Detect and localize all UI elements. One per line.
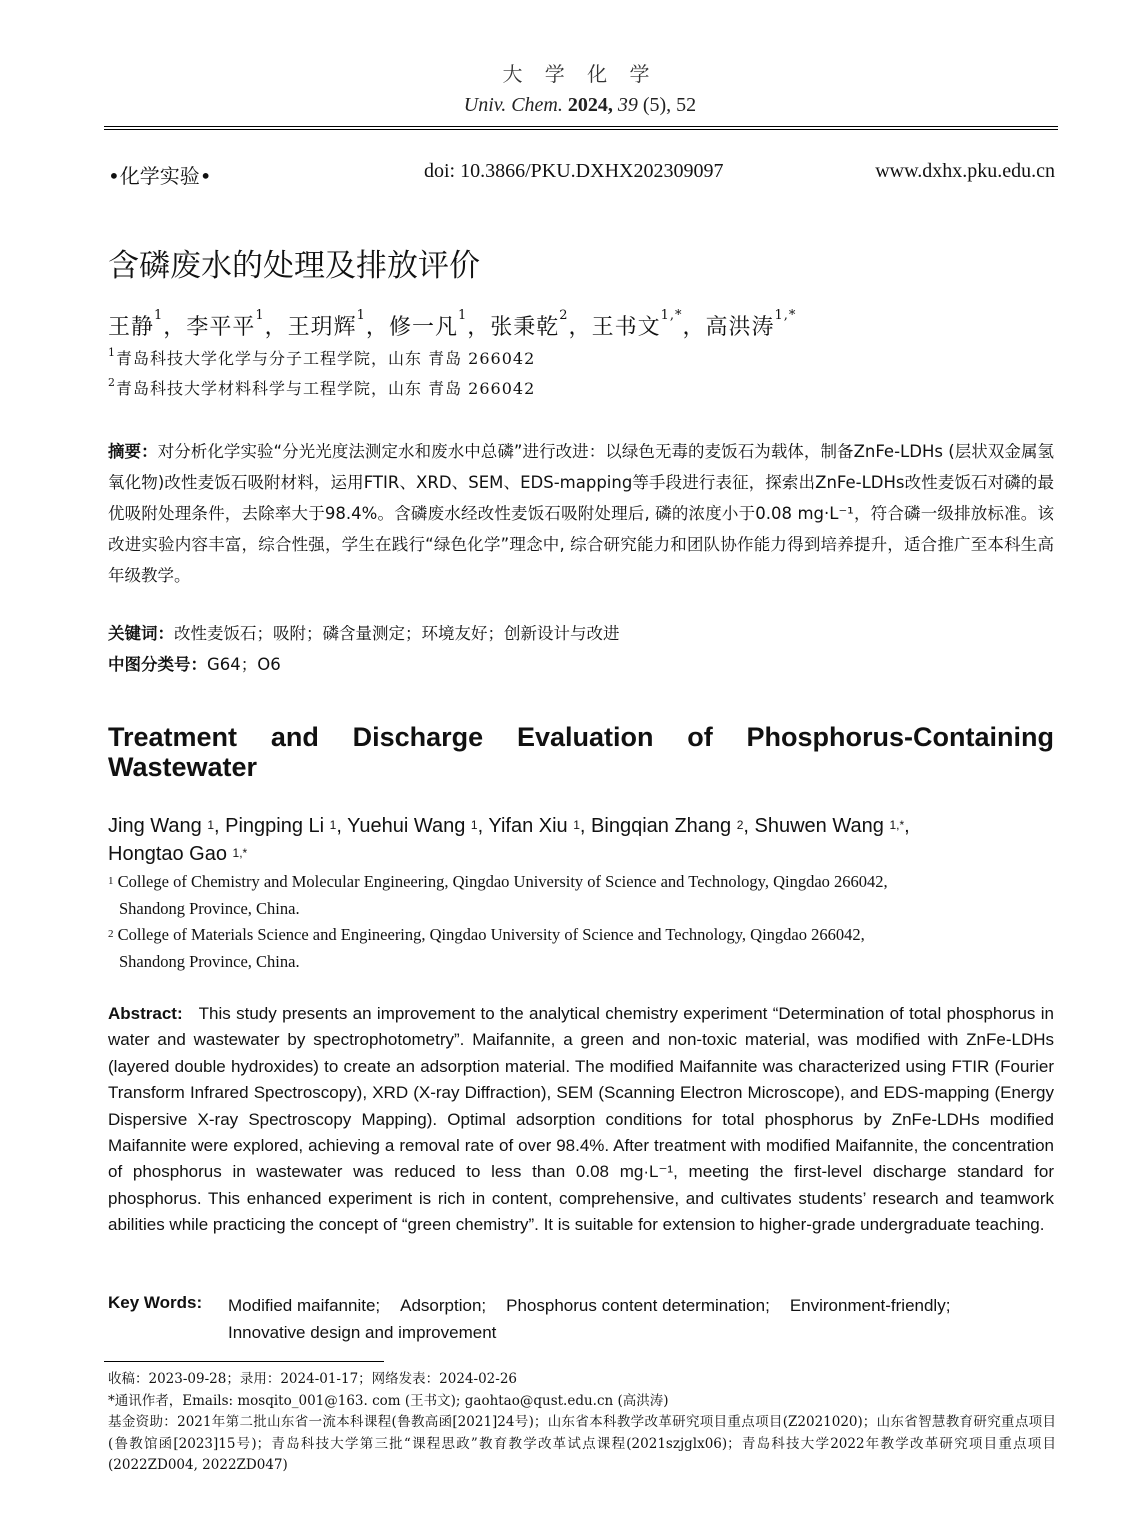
- author-affiliation-marker: 1: [470, 818, 478, 832]
- footnote-funding: 基金资助：2021年第二批山东省一流本科课程(鲁教高函[2021]24号)；山东省本科教学改革研究项目重点项目(Z2021020)；山东省智慧教育研究重点项目(鲁教馆函[2023]15号)；青岛科技大学第三批“课程思政”教育教学改革试点课程(2021szjglx06)；青岛科技大学2022年教学改革研究项目重点项目(2022ZD004, 2022ZD047): [108, 1414, 1056, 1473]
- author-affiliation-marker: 1,*: [889, 818, 905, 832]
- author-affiliation-marker: 2: [559, 308, 569, 323]
- author-name: 张秉乾: [490, 315, 560, 340]
- author-separator: ,: [904, 815, 910, 837]
- classification-cn: [108, 651, 281, 675]
- author-separator: ,: [214, 815, 226, 837]
- classification-cn-label: 中图分类号：: [108, 655, 207, 674]
- journal-website[interactable]: www.dxhx.pku.edu.cn: [875, 160, 1055, 182]
- title-cn: 含磷废水的处理及排放评价: [108, 248, 480, 284]
- journal-abbrev: Univ. Chem.: [463, 94, 563, 116]
- keywords-cn-text: 改性麦饭石；吸附；磷含量测定；环境友好；创新设计与改进: [174, 624, 620, 643]
- author-affiliation-marker: 1: [207, 818, 214, 832]
- doi[interactable]: doi: 10.3866/PKU.DXHX202309097: [424, 160, 724, 182]
- affiliation-text: 青岛科技大学材料科学与工程学院，山东 青岛 266042: [116, 379, 536, 398]
- keywords-en-list: [228, 1293, 1028, 1346]
- author-name: Jing Wang: [108, 815, 208, 837]
- keyword-item: Modified maifannite;: [228, 1296, 381, 1315]
- keywords-cn-label: 关键词：: [108, 624, 174, 643]
- affiliation-text: College of Materials Science and Engineering, Qingdao University of Science and Technology, Qingdao 266042,: [117, 925, 865, 944]
- author-affiliation-marker: 1: [457, 308, 468, 323]
- section-tag: •化学实验•: [108, 164, 212, 188]
- author-separator: ，: [163, 315, 187, 340]
- author-name: Hongtao Gao: [108, 843, 233, 865]
- header-rule-bottom: [104, 129, 1058, 130]
- author-name: 李平平: [186, 315, 256, 340]
- author-affiliation-marker: 1,*: [232, 846, 248, 860]
- abstract-en-label: Abstract:: [108, 1004, 183, 1023]
- keywords-en-label: Key Words:: [108, 1293, 203, 1312]
- keyword-item: Innovative design and improvement: [228, 1322, 497, 1342]
- author-affiliation-marker: 2: [736, 818, 744, 832]
- keyword-item: Environment-friendly;: [789, 1296, 951, 1315]
- journal-citation: [0, 94, 1147, 117]
- authors-en: [108, 812, 1008, 868]
- affiliation-cn-2: [108, 376, 535, 399]
- affiliation-en-1: [108, 868, 888, 922]
- author-separator: ,: [336, 815, 348, 837]
- affiliation-text: 青岛科技大学化学与分子工程学院，山东 青岛 266042: [116, 349, 536, 368]
- header-rule-top: [104, 126, 1058, 127]
- footnotes: [108, 1369, 1056, 1477]
- affiliation-text: College of Chemistry and Molecular Engineering, Qingdao University of Science and Technology, Qingdao 266042,: [117, 872, 888, 891]
- author-name: Bingqian Zhang: [591, 815, 737, 837]
- author-separator: ，: [264, 315, 288, 340]
- affiliation-marker: 1: [108, 875, 114, 887]
- author-name: Yuehui Wang: [347, 815, 471, 837]
- author-separator: ,: [579, 815, 592, 837]
- authors-en-line-1: [108, 812, 1008, 840]
- footnote-rule: [104, 1361, 384, 1362]
- title-en-line-2: Wastewater: [108, 752, 258, 782]
- author-affiliation-marker: 1: [154, 308, 164, 323]
- affiliation-marker: 1: [108, 346, 116, 359]
- author-affiliation-marker: 1: [329, 818, 337, 832]
- author-name: Yifan Xiu: [488, 815, 574, 837]
- abstract-cn-label: 摘要：: [108, 442, 158, 461]
- journal-volume: 39: [617, 94, 638, 116]
- affiliation-en-2: [108, 921, 865, 975]
- author-name: 王玥辉: [287, 315, 357, 340]
- author-name: Shuwen Wang: [754, 815, 890, 837]
- title-en: [108, 722, 1054, 782]
- author-separator: ，: [682, 315, 706, 340]
- affiliation-cn-1: [108, 346, 535, 369]
- author-separator: ，: [568, 315, 592, 340]
- author-affiliation-marker: 1: [255, 308, 265, 323]
- author-affiliation-marker: 1: [573, 818, 580, 832]
- author-affiliation-marker: 1,*: [660, 308, 683, 323]
- author-separator: ，: [365, 315, 389, 340]
- title-en-line-1: Treatment and Discharge Evaluation of Phosphorus-Containing: [108, 722, 1054, 752]
- author-affiliation-marker: 1,*: [774, 308, 797, 323]
- author-separator: ,: [477, 815, 489, 837]
- affiliation-marker: 2: [108, 376, 116, 389]
- keyword-item: Adsorption;: [400, 1296, 487, 1315]
- author-name: Pingping Li: [225, 815, 330, 837]
- author-name: 王书文: [591, 315, 661, 340]
- abstract-cn: [108, 436, 1054, 591]
- author-separator: ，: [467, 315, 491, 340]
- keyword-item: Phosphorus content determination;: [506, 1296, 770, 1315]
- abstract-en: [108, 1001, 1054, 1239]
- author-name: 高洪涛: [705, 315, 775, 340]
- authors-cn: [108, 310, 796, 341]
- footnote-corresponding: *通讯作者，Emails: mosqito_001@163. com (王书文); gaohtao@qust.edu.cn (高洪涛): [108, 1392, 669, 1409]
- affiliation-text-cont: Shandong Province, China.: [119, 899, 300, 918]
- author-affiliation-marker: 1: [356, 308, 366, 323]
- affiliation-marker: 2: [108, 928, 114, 940]
- journal-issue-page: (5), 52: [642, 94, 697, 116]
- classification-cn-text: G64；O6: [207, 655, 281, 674]
- keywords-cn: [108, 620, 620, 644]
- author-name: 修一凡: [388, 315, 458, 340]
- abstract-cn-text: 对分析化学实验“分光光度法测定水和废水中总磷”进行改进：以绿色无毒的麦饭石为载体，制备ZnFe-LDHs (层状双金属氢氧化物)改性麦饭石吸附材料，运用FTIR、XRD、SEM、EDS-mapping等手段进行表征，探索出ZnFe-LDHs改性麦饭石对磷的最优吸附处理条件，去除率大于98.4%。含磷废水经改性麦饭石吸附处理后, 磷的浓度小于0.08 mg·L⁻¹，符合磷一级排放标准。该改进实验内容丰富，综合性强，学生在践行“绿色化学”理念中, 综合研究能力和团队协作能力得到培养提升，适合推广至本科生高年级教学。: [108, 442, 1055, 585]
- affiliation-text-cont: Shandong Province, China.: [119, 952, 300, 971]
- abstract-en-text: This study presents an improvement to the analytical chemistry experiment “Determination of total phosphorus in water and wastewater by spectrophotometry”. Maifannite, a green and non-toxic material, was modified with ZnFe-LDHs (layered double hydroxides) to create an adsorption material. The modified Maifannite was characterized using FTIR (Fourier Transform Infrared Spectroscopy), XRD (X-ray Diffraction), SEM (Scanning Electron Microscope), and EDS-mapping (Energy Dispersive X-ray Spectroscopy Mapping). Optimal adsorption conditions for total phosphorus by ZnFe-LDHs modified Maifannite were explored, achieving a removal rate of over 98.4%. After treatment with modified Maifannite, the concentration of phosphorus in wastewater was reduced to less than 0.08 mg·L⁻¹, meeting the first-level discharge standard for phosphorus. This enhanced experiment is rich in content, comprehensive, and cultivates students’ research and teamwork abilities while practicing the concept of “green chemistry”. It is suitable for extension to higher-grade undergraduate teaching.: [108, 1004, 1055, 1235]
- footnote-dates: 收稿：2023-09-28；录用：2024-01-17；网络发表：2024-02-26: [108, 1371, 518, 1387]
- journal-name-cn: 大 学 化 学: [502, 62, 658, 86]
- authors-en-line-2: [108, 840, 1008, 868]
- author-name: 王静: [108, 315, 155, 340]
- author-separator: ,: [743, 815, 755, 837]
- journal-year: 2024,: [567, 94, 613, 116]
